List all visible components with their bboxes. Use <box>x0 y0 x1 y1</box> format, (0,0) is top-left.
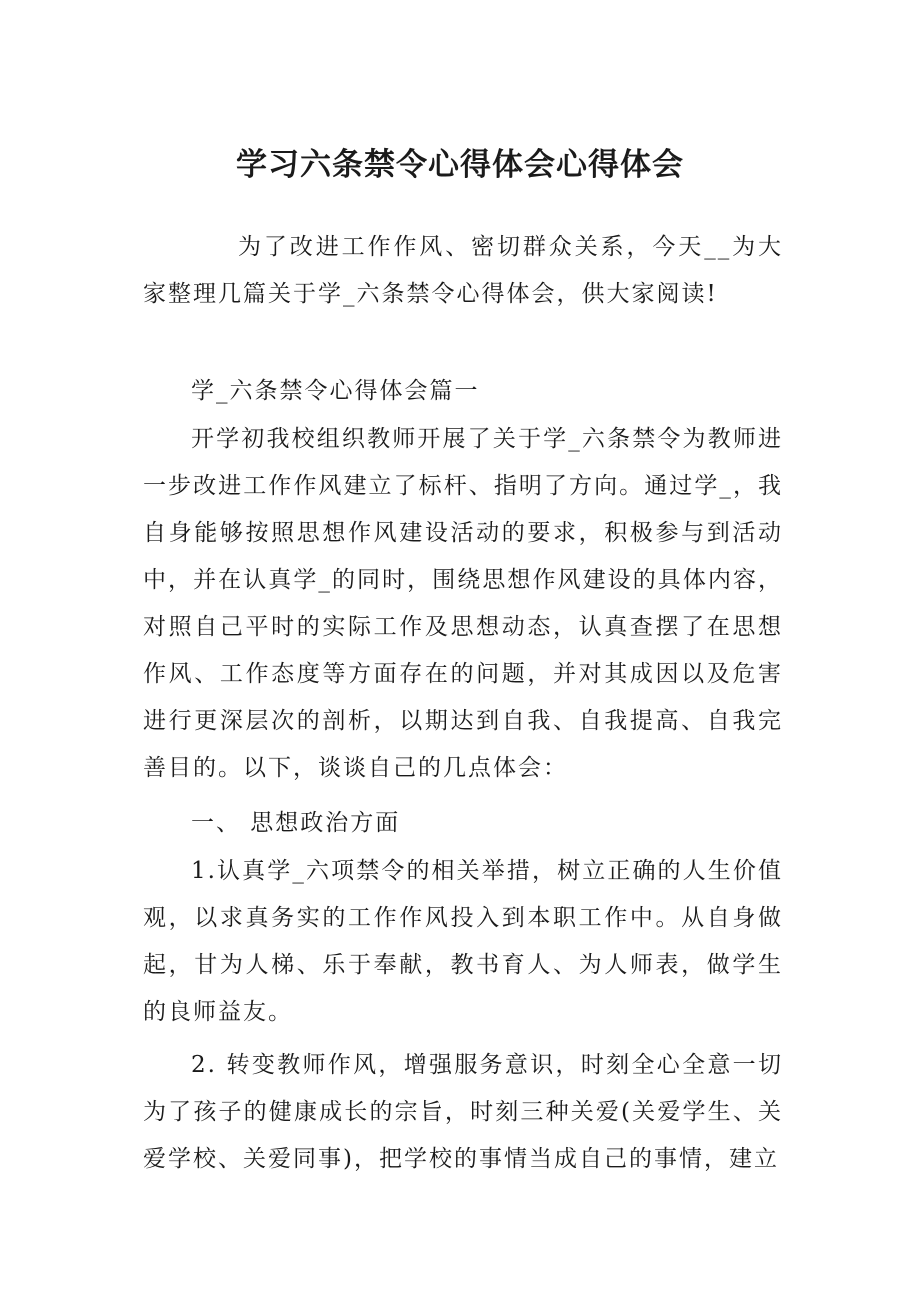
intro-paragraph: 为了改进工作作风、密切群众关系，今天__为大家整理几篇关于学_六条禁令心得体会，供大家阅读! <box>143 234 783 307</box>
point-2-paragraph: 2. 转变教师作风，增强服务意识，时刻全心全意一切为了孩子的健康成长的宗旨，时刻三种关爱(关爱学生、关爱学校、关爱同事)，把学校的事情当成自己的事情，建立 <box>143 1052 783 1172</box>
point-1-paragraph: 1.认真学_六项禁令的相关举措，树立正确的人生价值观，以求真务实的工作作风投入到本职工作中。从自身做起，甘为人梯、乐于奉献，教书育人、为人师表，做学生的良师益友。 <box>143 858 783 1025</box>
subheading-ideological-political: 一、 思想政治方面 <box>191 810 401 836</box>
section-heading: 学_六条禁令心得体会篇一 <box>191 378 480 404</box>
document-title: 学习六条禁令心得体会心得体会 <box>236 147 684 183</box>
body-paragraph-1: 开学初我校组织教师开展了关于学_六条禁令为教师进一步改进工作作风建立了标杆、指明了方向。通过学_，我自身能够按照思想作风建设活动的要求，积极参与到活动中，并在认真学_的同时，围绕思想作风建设的具体内容，对照自己平时的实际工作及思想动态，认真查摆了在思想作风、工作态度等方面存在的问题，并对其成因以及危害进行更深层次的剖析，以期达到自我、自我提高、自我完善目的。以下，谈谈自己的几点体会： <box>143 426 783 781</box>
